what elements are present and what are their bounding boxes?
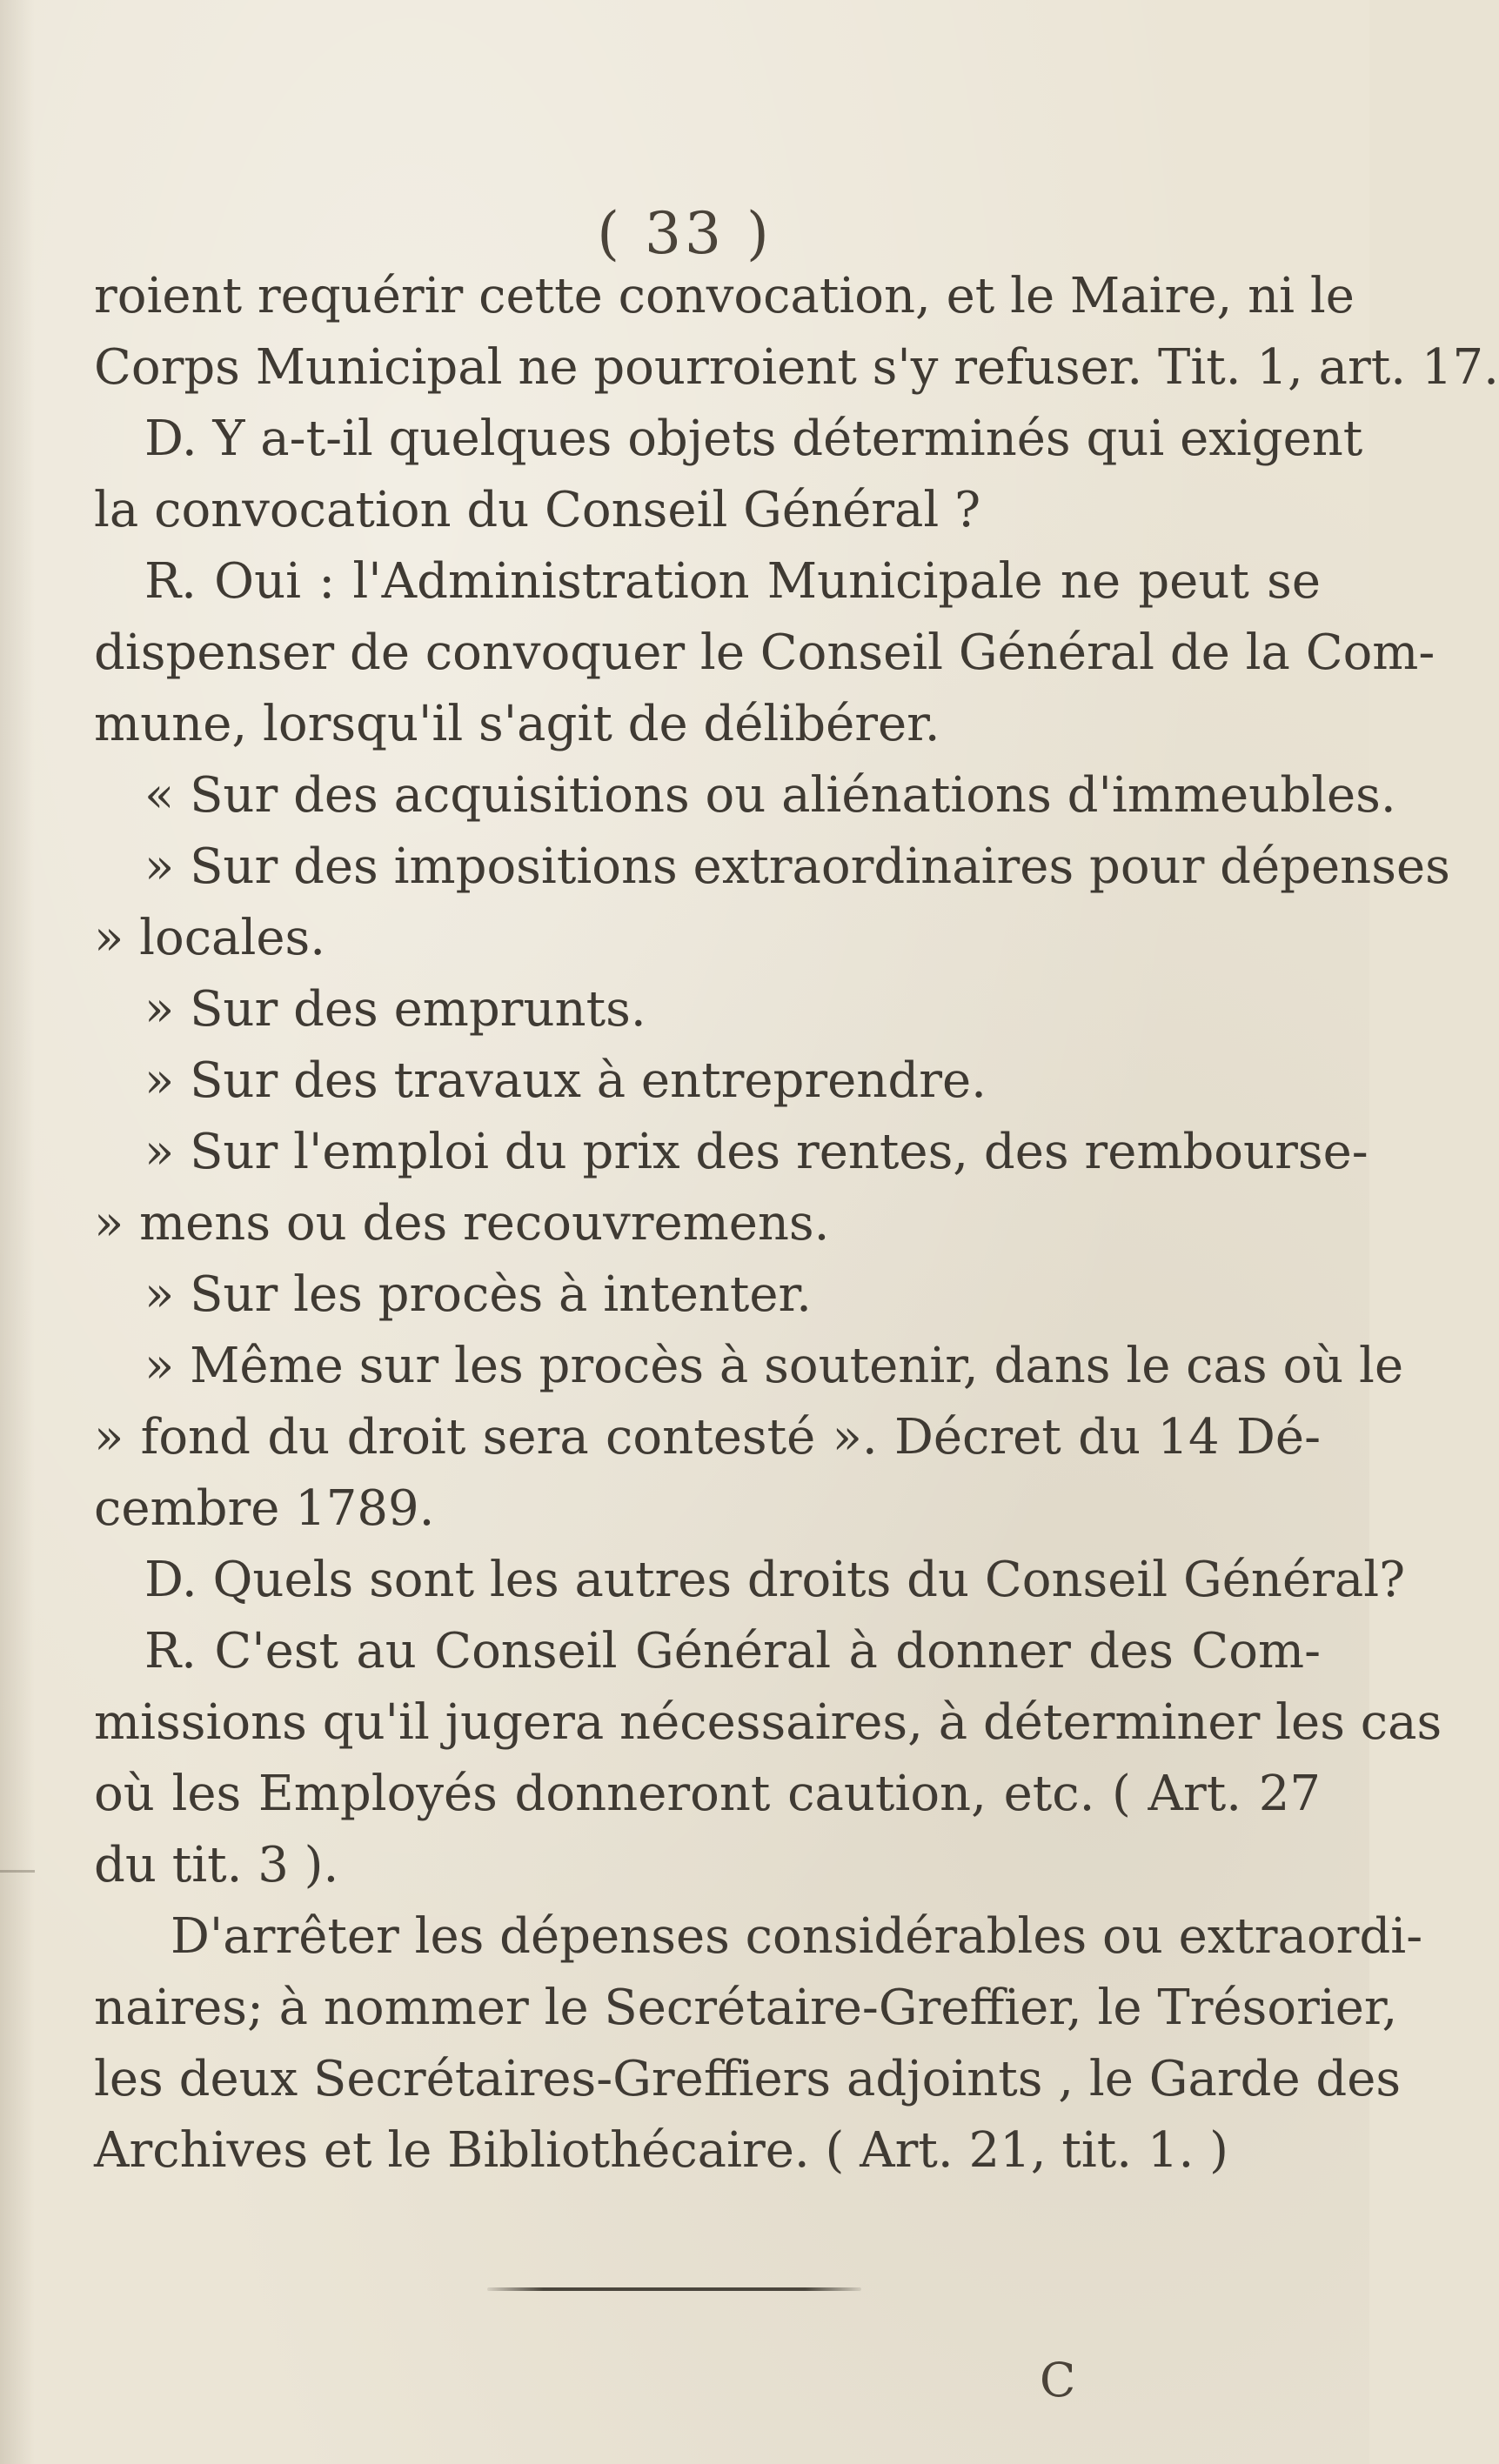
text-line: naires; à nommer le Secrétaire-Greffier, le Trésorier, [94, 1980, 1398, 2036]
text-line: » Même sur les procès à soutenir, dans le cas où le [144, 1338, 1404, 1394]
text-line: du tit. 3 ). [94, 1837, 339, 1893]
text-line: R. C'est au Conseil Général à donner des Com- [144, 1623, 1321, 1679]
text-line: D. Quels sont les autres droits du Conseil Général? [144, 1552, 1406, 1608]
page-number: ( 33 ) [597, 200, 773, 267]
text-line: où les Employés donneront caution, etc. ( Art. 27 [94, 1766, 1321, 1822]
text-line: missions qu'il jugera nécessaires, à déterminer les cas [94, 1694, 1442, 1751]
body-text [94, 261, 1499, 2187]
text-line: » mens ou des recouvremens. [94, 1195, 830, 1252]
text-line: Archives et le Bibliothécaire. ( Art. 21, tit. 1. ) [94, 2122, 1228, 2179]
signature-mark: C [1040, 2353, 1076, 2407]
text-line: » Sur des impositions extraordinaires pour dépenses [144, 838, 1450, 895]
text-line: les deux Secrétaires-Greffiers adjoints , le Garde des [94, 2051, 1402, 2107]
margin-mark [0, 1870, 35, 1873]
text-line: » Sur l'emploi du prix des rentes, des rembourse- [144, 1124, 1369, 1180]
text-line: roient requérir cette convocation, et le Maire, ni le [94, 268, 1355, 324]
text-line: Corps Municipal ne pourroient s'y refuser. Tit. 1, art. 17. [94, 339, 1499, 396]
text-line: cembre 1789. [94, 1480, 435, 1537]
text-line: D. Y a-t-il quelques objets déterminés qui exigent [144, 411, 1363, 467]
text-line: D'arrêter les dépenses considérables ou extraordi- [171, 1908, 1423, 1965]
text-line: la convocation du Conseil Général ? [94, 482, 981, 538]
text-line: » locales. [94, 910, 326, 966]
text-line: « Sur des acquisitions ou aliénations d'immeubles. [144, 767, 1396, 824]
text-line: » Sur des emprunts. [144, 981, 646, 1038]
text-line: » fond du droit sera contesté ». Décret du 14 Dé- [94, 1409, 1321, 1466]
text-line: dispenser de convoquer le Conseil Général de la Com- [94, 624, 1435, 681]
text-line: » Sur les procès à intenter. [144, 1266, 812, 1323]
text-line: » Sur des travaux à entreprendre. [144, 1052, 987, 1109]
section-divider-rule [487, 2287, 861, 2291]
text-line: R. Oui : l'Administration Municipale ne peut se [144, 553, 1321, 610]
text-line: mune, lorsqu'il s'agit de délibérer. [94, 696, 940, 752]
